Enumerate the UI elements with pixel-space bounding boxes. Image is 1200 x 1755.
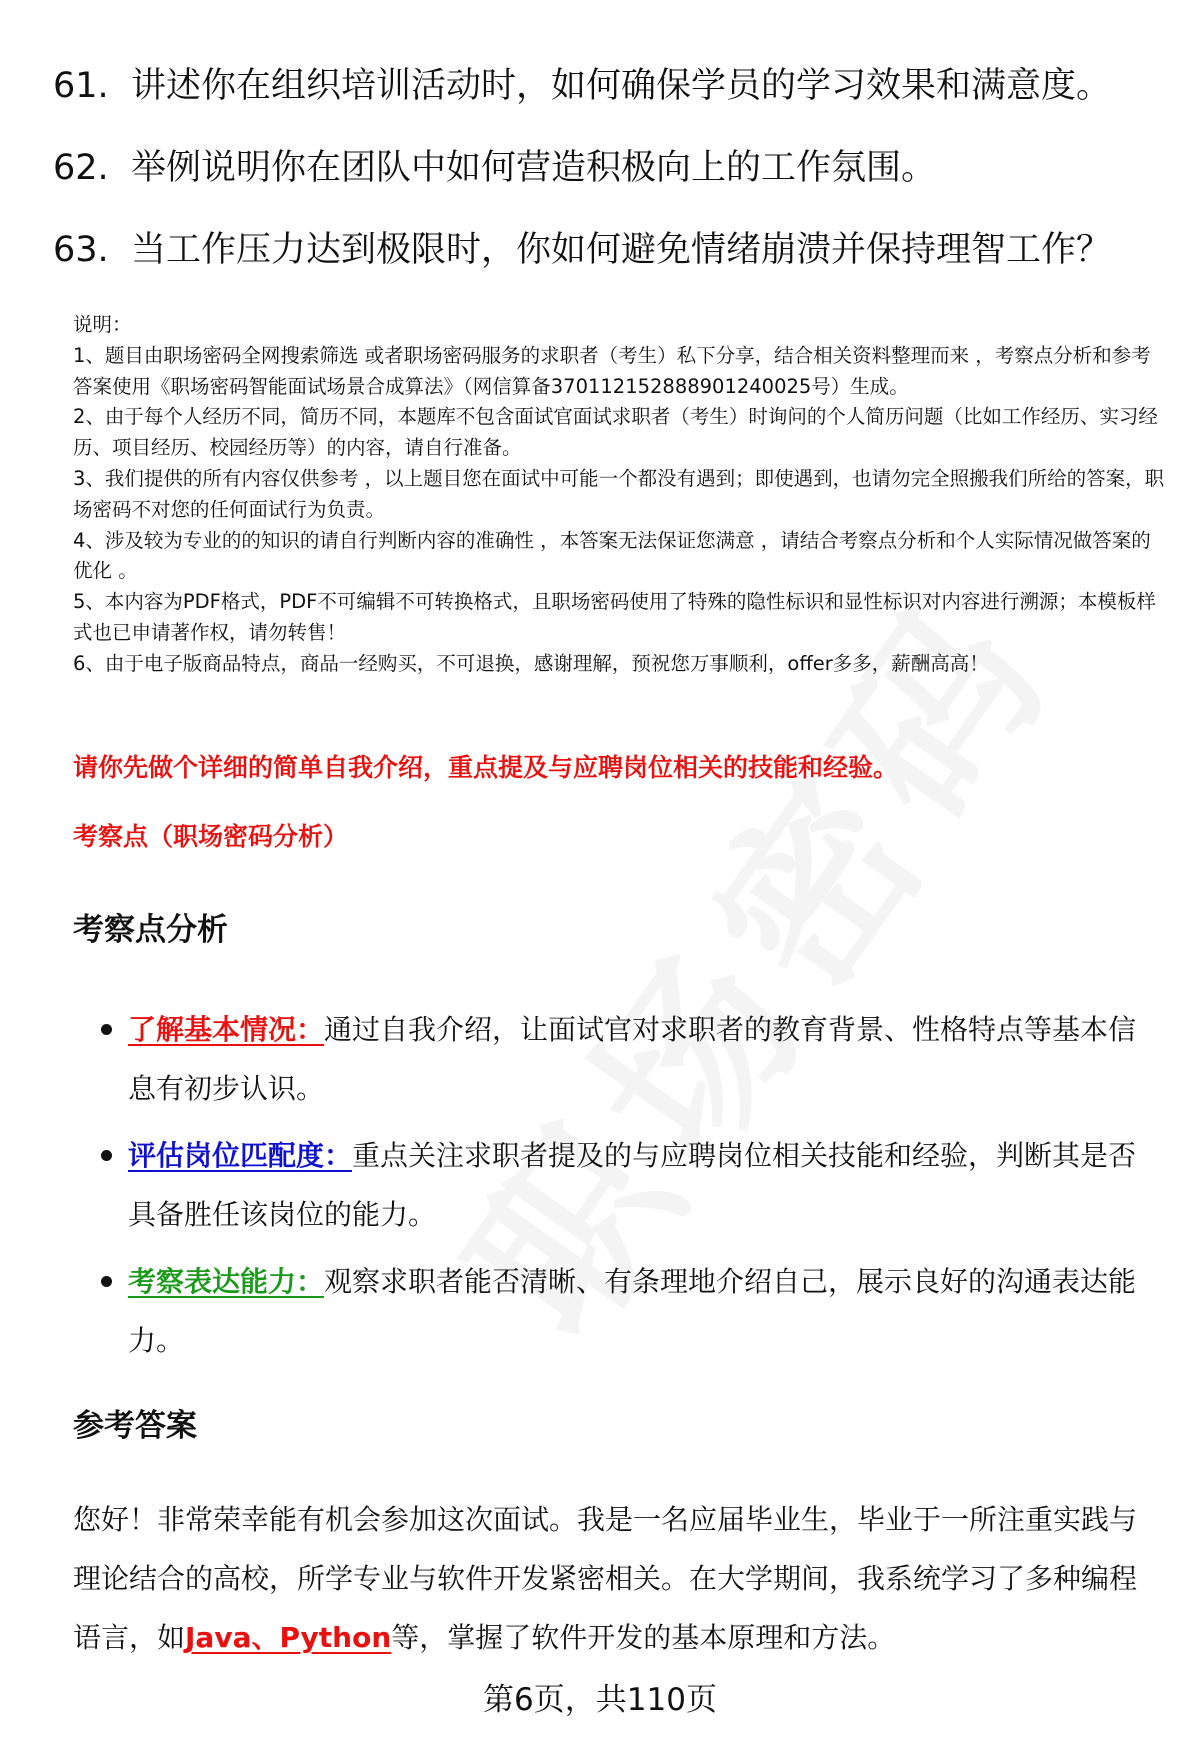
question-text: 当工作压力达到极限时，你如何避免情绪崩溃并保持理智工作？: [131, 230, 1112, 270]
bullet-keyword: 了解基本情况：: [128, 1013, 325, 1046]
answer-text: 等，掌握了软件开发的基本原理和方法。: [391, 1621, 896, 1654]
bullet-keyword: 考察表达能力：: [128, 1265, 325, 1298]
bullet-text: 观察求职者能否清晰、有条理地介绍自己，展示良好的沟通表达能力。: [128, 1265, 1137, 1357]
note-item: 1、题目由职场密码全网搜索筛选 或者职场密码服务的求职者（考生）私下分享，结合相关资料整理而来 ，考察点分析和参考答案使用《职场密码智能面试场景合成算法》（网信算备370112152888901240025号）生成。: [73, 343, 1151, 398]
bullet-keyword: 评估岗位匹配度：: [128, 1139, 353, 1172]
page-footer: 第6页，共110页: [483, 1682, 717, 1718]
list-item: [128, 1000, 1148, 1118]
notes-title: 说明：: [73, 313, 132, 336]
question-62: [53, 146, 936, 190]
bullet-text: 重点关注求职者提及的与应聘岗位相关技能和经验，判断其是否具备胜任该岗位的能力。: [128, 1139, 1137, 1231]
note-item: 2、由于每个人经历不同，简历不同，本题库不包含面试官面试求职者（考生）时询问的个人简历问题（比如工作经历、实习经历、项目经历、校园经历等）的内容，请自行准备。: [73, 405, 1158, 460]
note-item: 5、本内容为PDF格式，PDF不可编辑不可转换格式，且职场密码使用了特殊的隐性标识和显性标识对内容进行溯源；本模板样式也已申请著作权，请勿转售！: [73, 590, 1156, 644]
question-text: 举例说明你在团队中如何营造积极向上的工作氛围。: [131, 148, 937, 188]
question-number: 62.: [53, 148, 109, 188]
list-item: [128, 1252, 1148, 1370]
note-item: 4、涉及较为专业的的知识的请自行判断内容的准确性 ，本答案无法保证您满意 ，请结合考察点分析和个人实际情况做答案的优化 。: [73, 528, 1151, 583]
list-item: [128, 1126, 1148, 1244]
question-number: 61.: [53, 66, 109, 106]
answer-paragraph: [73, 1490, 1153, 1667]
bullet-text: 通过自我介绍，让面试官对求职者的教育背景、性格特点等基本信息有初步认识。: [128, 1013, 1137, 1105]
question-63: [53, 228, 1111, 272]
interview-question-title: 请你先做个详细的简单自我介绍，重点提及与应聘岗位相关的技能和经验。: [73, 753, 899, 782]
note-item: 3、我们提供的所有内容仅供参考 ，以上题目您在面试中可能一个都没有遇到；即使遇到，也请勿完全照搬我们所给的答案，职场密码不对您的任何面试行为负责。: [73, 466, 1165, 521]
analysis-tag: 考察点（职场密码分析）: [73, 822, 349, 851]
note-item: 6、由于电子版商品特点，商品一经购买，不可退换，感谢理解，预祝您万事顺利，offer多多，薪酬高高！: [73, 651, 989, 675]
answer-heading: 参考答案: [73, 1408, 197, 1444]
analysis-list: [128, 1000, 1148, 1378]
answer-highlight: Java、Python: [185, 1621, 392, 1654]
question-text: 讲述你在组织培训活动时，如何确保学员的学习效果和满意度。: [131, 66, 1112, 106]
notes-section: [73, 310, 1168, 680]
analysis-heading: 考察点分析: [73, 912, 228, 948]
question-number: 63.: [53, 230, 109, 270]
question-61: [53, 64, 1111, 108]
answer-text: 您好！非常荣幸能有机会参加这次面试。我是一名应届毕业生，毕业于一所注重实践与理论结合的高校，所学专业与软件开发紧密相关。在大学期间，我系统学习了多种编程语言，如: [73, 1503, 1138, 1654]
